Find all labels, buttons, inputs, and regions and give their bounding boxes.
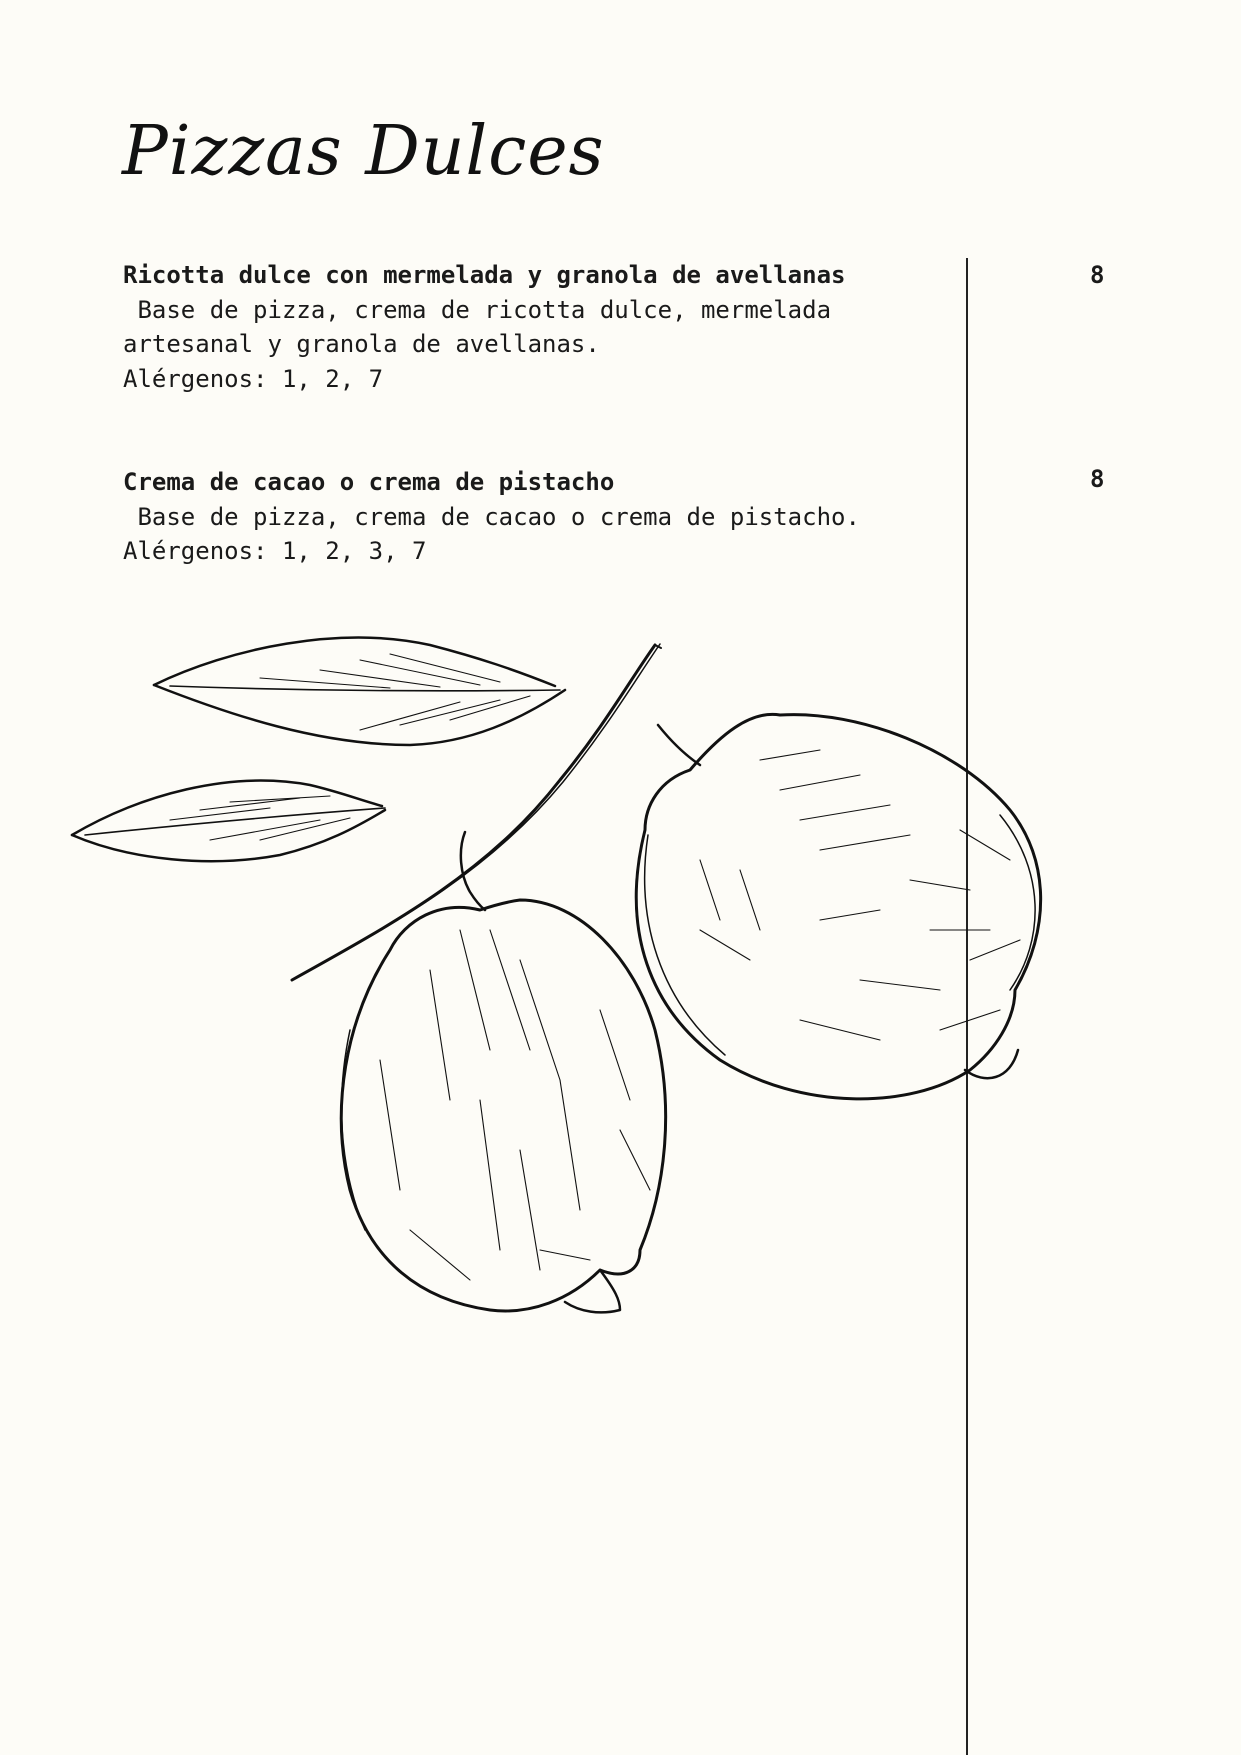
menu-item-allergens: Alérgenos: 1, 2, 7 xyxy=(123,364,384,393)
menu-item-name: Crema de cacao o crema de pistacho xyxy=(123,468,615,496)
page-title: Pizzas Dulces xyxy=(122,112,605,191)
menu-item-price: 8 xyxy=(1090,261,1105,289)
menu-item-name: Ricotta dulce con mermelada y granola de avellanas xyxy=(123,261,846,289)
menu-item-allergens: Alérgenos: 1, 2, 3, 7 xyxy=(123,537,427,565)
lemon-branch-sketch-icon xyxy=(60,630,1060,1460)
menu-item-price: 8 xyxy=(1090,465,1105,493)
menu-item-description: Base de pizza, crema de cacao o crema de pistacho. xyxy=(123,502,860,531)
menu-item xyxy=(123,465,953,569)
menu-item xyxy=(123,258,953,396)
menu-item-description: Base de pizza, crema de ricotta dulce, mermelada artesanal y granola de avellanas. xyxy=(123,295,846,358)
